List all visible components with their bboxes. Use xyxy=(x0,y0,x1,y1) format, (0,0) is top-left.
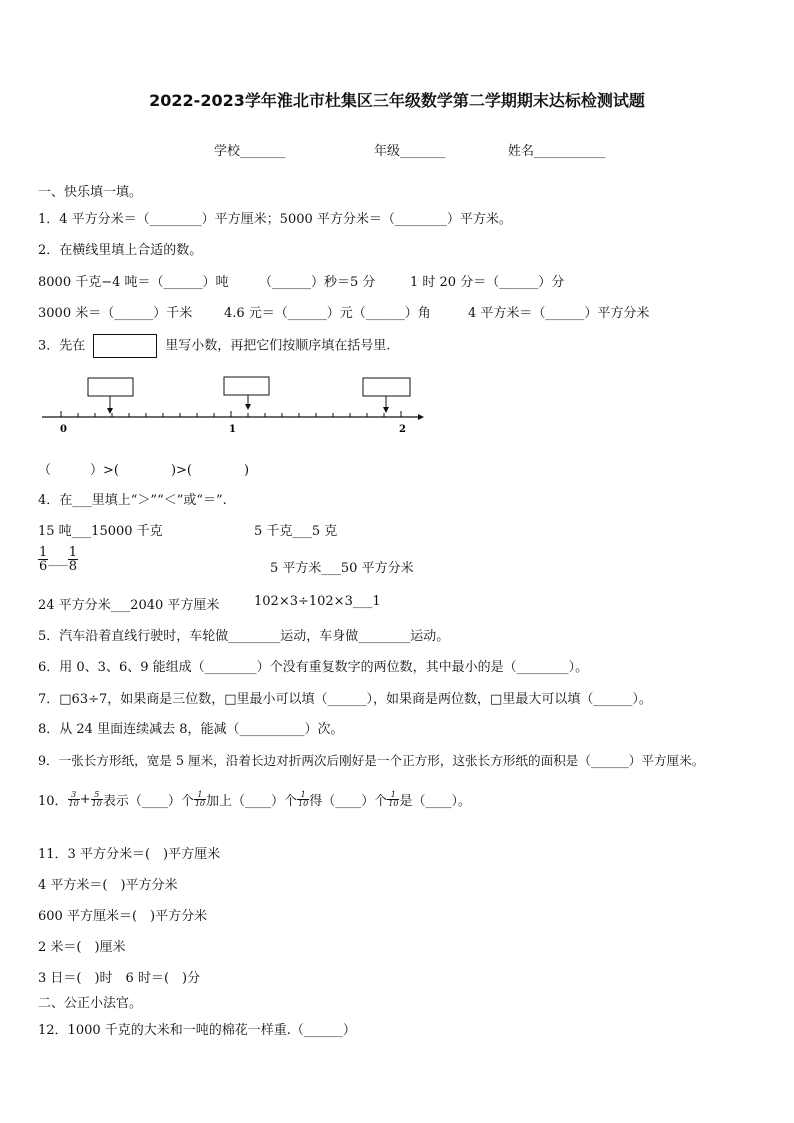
denominator: 10 xyxy=(91,799,102,808)
name-field: 姓名___________ xyxy=(508,144,606,159)
answer-box-1 xyxy=(88,378,133,396)
question-2-row1-c: 1 时 20 分＝（______）分 xyxy=(410,275,565,290)
question-10-text-2: 加上（____）个 xyxy=(206,794,298,809)
arrow-2-head xyxy=(245,404,251,410)
denominator: 10 xyxy=(388,799,399,808)
question-12: 12．1000 千克的大米和一吨的棉花一样重.（______） xyxy=(38,1023,356,1038)
school-field: 学校_______ xyxy=(214,144,286,159)
answer-box-2 xyxy=(224,377,269,395)
question-11-line-3: 600 平方厘米＝( )平方分米 xyxy=(38,909,208,924)
question-10-text-1: 表示（____）个 xyxy=(102,794,194,809)
question-3-post: 里写小数，再把它们按顺序填在括号里. xyxy=(165,338,391,354)
question-4a: 15 吨___15000 千克 xyxy=(38,524,163,539)
question-2-row2-a: 3000 米＝（______）千米 xyxy=(38,306,193,321)
grade-field: 年级_______ xyxy=(374,144,446,159)
tick-label-2: 2 xyxy=(399,424,406,435)
question-6: 6．用 0、3、6、9 能组成（________）个没有重复数字的两位数，其中最小的是（________）。 xyxy=(38,660,589,675)
question-1: 1．4 平方分米＝（________）平方厘米；5000 平方分米＝（________）平方米。 xyxy=(38,212,512,227)
question-4d: 5 平方米___50 平方分米 xyxy=(270,561,414,576)
fraction-1-8 xyxy=(68,546,78,573)
answer-box xyxy=(93,334,157,358)
question-11-line-2: 4 平方米＝( )平方分米 xyxy=(38,878,178,893)
fraction-1-10 xyxy=(194,791,206,808)
question-9: 9．一张长方形纸，宽是 5 厘米，沿着长边对折两次后刚好是一个正方形，这张长方形纸的面积是（______）平方厘米。 xyxy=(38,753,705,768)
denominator: 6 xyxy=(39,559,48,574)
answer-box-3 xyxy=(363,378,410,396)
question-4c xyxy=(38,546,78,573)
question-11-line-5: 3 日＝( )时 6 时＝( )分 xyxy=(38,971,201,986)
compare-blank: ___ xyxy=(48,552,68,567)
numerator: 5 xyxy=(94,790,100,799)
question-4f: 102×3÷102×3___1 xyxy=(254,594,381,609)
axis-ticks xyxy=(61,411,401,417)
numerator: 3 xyxy=(71,790,77,799)
question-10-text-4: 是（____）。 xyxy=(399,794,471,809)
numerator: 1 xyxy=(390,790,396,799)
question-10-number: 10． xyxy=(38,794,68,809)
denominator: 10 xyxy=(298,799,309,808)
question-3-stem xyxy=(38,334,390,358)
question-11-line-4: 2 米＝( )厘米 xyxy=(38,940,126,955)
denominator: 8 xyxy=(68,559,78,574)
arrow-3-head xyxy=(383,407,389,413)
tick-label-1: 1 xyxy=(229,424,236,435)
fraction-3-10 xyxy=(68,791,80,808)
numerator: 1 xyxy=(197,790,203,799)
question-4-stem: 4．在___里填上“＞”“＜”或“＝”. xyxy=(38,493,227,508)
question-11-line-1: 11．3 平方分米＝( )平方厘米 xyxy=(38,847,221,862)
tick-label-0: 0 xyxy=(60,424,67,435)
fraction-5-10 xyxy=(91,791,103,808)
question-7: 7．□63÷7，如果商是三位数，□里最小可以填（______），如果商是两位数，□里最大可以填（______）。 xyxy=(38,692,652,707)
numerator: 1 xyxy=(300,790,306,799)
question-2-stem: 2．在横线里填上合适的数。 xyxy=(38,243,203,258)
question-4e: 24 平方分米___2040 平方厘米 xyxy=(38,598,220,613)
question-4b: 5 千克___5 克 xyxy=(254,524,338,539)
question-3-answer: （ ）>( )>( ) xyxy=(38,463,250,478)
axis-arrow xyxy=(418,414,424,420)
question-8: 8．从 24 里面连续减去 8，能减（__________）次。 xyxy=(38,722,344,737)
fraction-1-6 xyxy=(38,546,48,573)
number-line xyxy=(36,372,436,436)
section-1-heading: 一、快乐填一填。 xyxy=(38,185,143,200)
denominator: 10 xyxy=(194,799,206,808)
fraction-1-10 xyxy=(297,791,309,808)
question-10-text-3: 得（____）个 xyxy=(309,794,388,809)
question-3-pre: 3．先在 xyxy=(38,338,86,354)
question-2-row2-c: 4 平方米＝（______）平方分米 xyxy=(468,306,650,321)
denominator: 10 xyxy=(68,799,79,808)
question-2-row1-a: 8000 千克−4 吨＝（______）吨 xyxy=(38,275,229,290)
question-2-row1-b: （______）秒＝5 分 xyxy=(259,275,376,290)
question-10 xyxy=(38,790,471,809)
question-2-row2-b: 4.6 元＝（______）元（______）角 xyxy=(224,306,431,321)
numerator: 1 xyxy=(39,545,48,560)
section-2-heading: 二、公正小法官。 xyxy=(38,996,143,1011)
page-title: 2022-2023学年淮北市杜集区三年级数学第二学期期末达标检测试题 xyxy=(149,91,645,110)
fraction-1-10 xyxy=(387,791,399,808)
numerator: 1 xyxy=(68,545,78,560)
question-5: 5．汽车沿着直线行驶时，车轮做________运动，车身做________运动。 xyxy=(38,629,450,644)
plus-sign: + xyxy=(79,792,91,807)
